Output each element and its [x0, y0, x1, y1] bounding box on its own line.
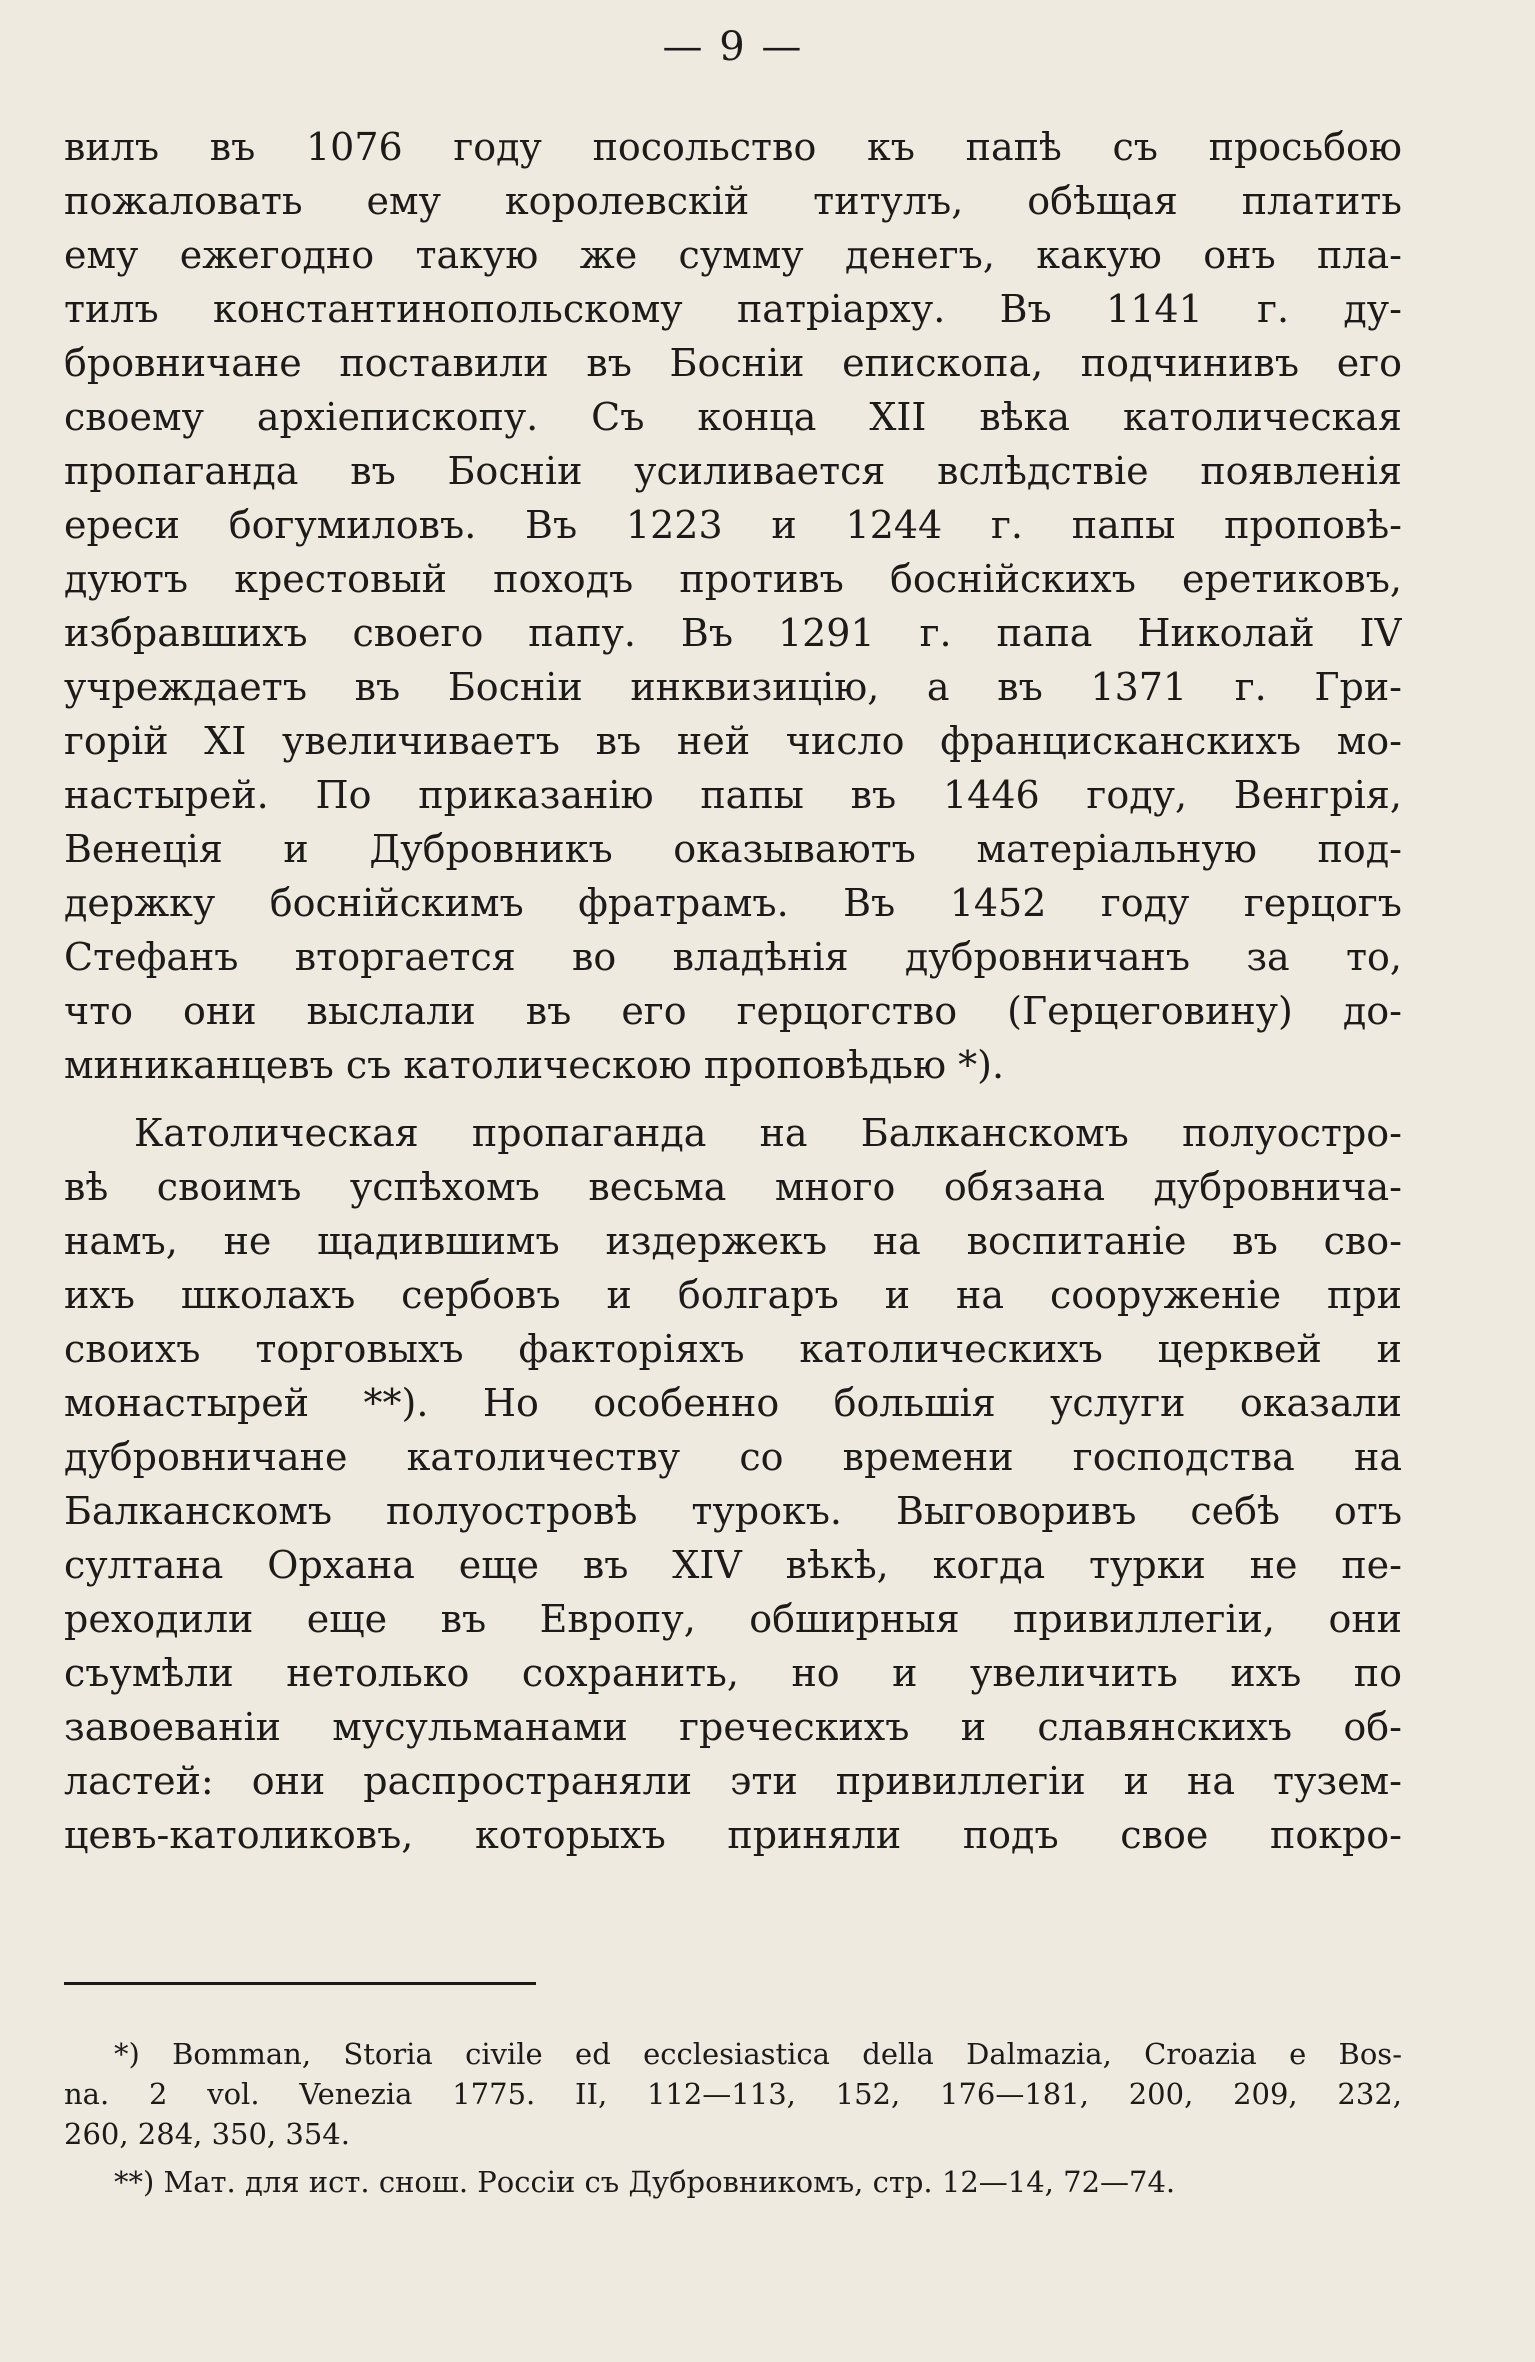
text-line: ему ежегодно такую же сумму денегъ, какую онъ пла- — [64, 233, 1402, 277]
footnote-line: 260, 284, 350, 354. — [64, 2117, 350, 2151]
paragraph — [64, 1106, 1402, 1862]
footnote-divider — [64, 1982, 536, 1985]
text-line: ихъ школахъ сербовъ и болгаръ и на сооруженіе при — [64, 1273, 1402, 1317]
text-line: своему архіепископу. Съ конца XII вѣка католическая — [64, 395, 1402, 439]
paragraph — [64, 120, 1402, 1092]
text-line: пропаганда въ Босніи усиливается вслѣдствіе появленія — [64, 449, 1402, 493]
text-line: ереси богумиловъ. Въ 1223 и 1244 г. папы проповѣ- — [64, 503, 1402, 547]
text-line: завоеваніи мусульманами греческихъ и славянскихъ об- — [64, 1705, 1402, 1749]
text-line: пожаловать ему королевскій титулъ, обѣщая платить — [64, 179, 1402, 223]
footnote — [64, 2162, 1402, 2202]
text-line: своихъ торговыхъ факторіяхъ католическихъ церквей и — [64, 1327, 1402, 1371]
text-line: Стефанъ вторгается во владѣнія дубровничанъ за то, — [64, 935, 1402, 979]
footnote-line: **) Мат. для ист. снош. Россіи съ Дубровникомъ, стр. 12—14, 72—74. — [114, 2165, 1176, 2199]
text-line: тилъ константинопольскому патріарху. Въ 1141 г. ду- — [64, 287, 1402, 331]
text-line: миниканцевъ съ католическою проповѣдью *). — [64, 1043, 1005, 1087]
text-line: монастырей **). Но особенно большія услуги оказали — [64, 1381, 1402, 1425]
page-number: — 9 — — [662, 24, 804, 70]
text-line: ластей: они распространяли эти привиллегіи и на тузем- — [64, 1759, 1402, 1803]
footnote-line: na. 2 vol. Venezia 1775. II, 112—113, 152, 176—181, 200, 209, 232, — [64, 2077, 1402, 2111]
text-line: намъ, не щадившимъ издержекъ на воспитаніе въ сво- — [64, 1219, 1402, 1263]
text-line: горій XI увеличиваетъ въ ней число францисканскихъ мо- — [64, 719, 1402, 763]
footnote — [64, 2034, 1402, 2154]
text-line: съумѣли нетолько сохранить, но и увеличить ихъ по — [64, 1651, 1402, 1695]
text-line: вилъ въ 1076 году посольство къ папѣ съ просьбою — [64, 125, 1402, 169]
text-line: избравшихъ своего папу. Въ 1291 г. папа Николай IV — [64, 611, 1402, 655]
text-line: вѣ своимъ успѣхомъ весьма много обязана дубровнича- — [64, 1165, 1402, 1209]
text-line: Католическая пропаганда на Балканскомъ полуостро- — [134, 1111, 1402, 1155]
text-line: Балканскомъ полуостровѣ турокъ. Выговоривъ себѣ отъ — [64, 1489, 1402, 1533]
text-line: реходили еще въ Европу, обширныя привиллегіи, они — [64, 1597, 1402, 1641]
text-line: дуютъ крестовый походъ противъ боснійскихъ еретиковъ, — [64, 557, 1402, 601]
book-page — [64, 0, 1402, 2362]
text-line: Венеція и Дубровникъ оказываютъ матеріальную под- — [64, 827, 1402, 871]
body-text — [64, 120, 1402, 1862]
text-line: учреждаетъ въ Босніи инквизицію, а въ 1371 г. Гри- — [64, 665, 1402, 709]
text-line: держку боснійскимъ фратрамъ. Въ 1452 году герцогъ — [64, 881, 1402, 925]
text-line: бровничане поставили въ Босніи епископа, подчинивъ его — [64, 341, 1402, 385]
text-line: что они выслали въ его герцогство (Герцеговину) до- — [64, 989, 1402, 1033]
text-line: султана Орхана еще въ XIV вѣкѣ, когда турки не пе- — [64, 1543, 1402, 1587]
footnote-line: *) Bomman, Storia civile ed ecclesiastica della Dalmazia, Croazia e Bos- — [114, 2037, 1402, 2071]
text-line: настырей. По приказанію папы въ 1446 году, Венгрія, — [64, 773, 1402, 817]
text-line: дубровничане католичеству со времени господства на — [64, 1435, 1402, 1479]
footnotes — [64, 2034, 1402, 2202]
text-line: цевъ-католиковъ, которыхъ приняли подъ свое покро- — [64, 1813, 1402, 1857]
